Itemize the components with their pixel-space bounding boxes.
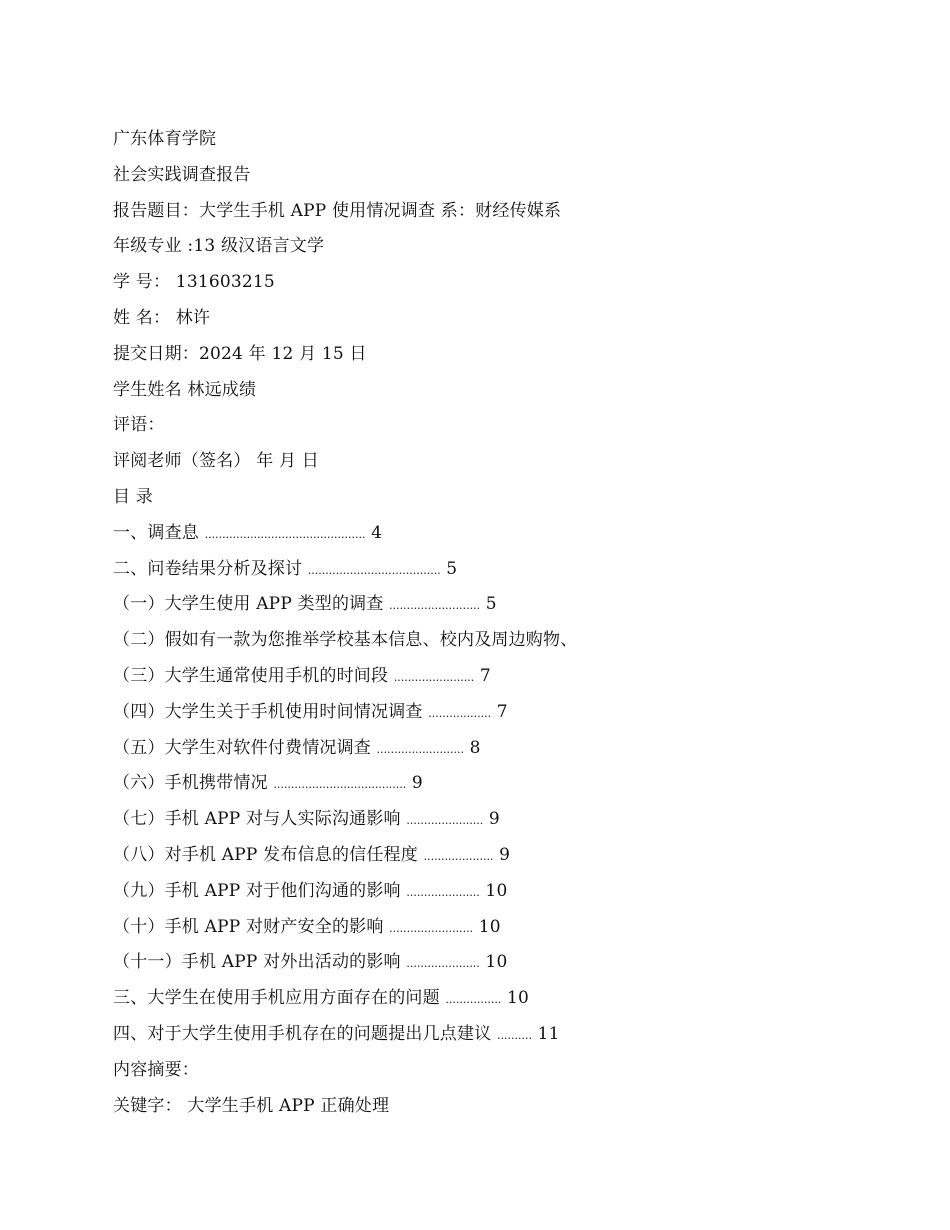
toc-entry[interactable]: [113, 516, 893, 552]
toc-entry[interactable]: [113, 587, 893, 623]
toc-entry-page: 7: [496, 701, 508, 722]
toc-entry-page: 10: [478, 916, 501, 937]
report-type: 社会实践调查报告: [113, 164, 251, 185]
toc-entry-page: 9: [488, 809, 500, 830]
grade-major: 年级专业 :13 级汉语言文学: [113, 236, 325, 257]
toc-title: 目 录: [113, 486, 154, 507]
toc-entry[interactable]: [113, 838, 893, 874]
toc-entry-page: 8: [469, 737, 481, 758]
toc-entry-label: （十）手机 APP 对财产安全的影响: [113, 916, 384, 937]
toc-entry-label: （二）假如有一款为您推举学校基本信息、校内及周边购物、: [113, 630, 578, 651]
toc-entry-page: 11: [537, 1023, 560, 1044]
toc-entry-page: 10: [506, 988, 530, 1009]
toc-entry-label: （三）大学生通常使用手机的时间段: [113, 665, 389, 686]
toc-entry-page: 9: [499, 844, 511, 865]
toc-entry[interactable]: [113, 731, 893, 767]
table-of-contents: [113, 516, 893, 1053]
toc-entry-label: （九）手机 APP 对于他们沟通的影响: [113, 880, 401, 901]
reviewer-signature: 评阅老师（签名） 年 月 日: [113, 451, 320, 472]
toc-entry[interactable]: [113, 910, 893, 946]
toc-entry-label: （六）手机携带情况: [113, 773, 268, 794]
toc-entry[interactable]: [113, 766, 893, 802]
student-name: 姓 名： 林许: [113, 307, 211, 328]
toc-entry-label: （七）手机 APP 对与人实际沟通影响: [113, 809, 401, 830]
toc-entry-label: 二、问卷结果分析及探讨: [113, 558, 303, 579]
toc-entry-leader: ..........................: [389, 599, 481, 613]
comment-label: 评语：: [113, 415, 165, 436]
submit-date: 提交日期：2024 年 12 月 15 日: [113, 343, 367, 364]
toc-entry-leader: .....................: [406, 885, 480, 899]
toc-entry-page: 9: [411, 773, 423, 794]
student-id: 学 号： 131603215: [113, 272, 275, 293]
toc-entry-leader: ......................................: [273, 778, 407, 792]
toc-entry[interactable]: [113, 802, 893, 838]
toc-entry-page: 5: [446, 558, 458, 579]
toc-entry-page: 7: [479, 665, 491, 686]
school-name: 广东体育学院: [113, 129, 217, 149]
toc-entry-leader: ......................................: [307, 563, 441, 577]
toc-entry-page: 10: [485, 880, 508, 901]
toc-entry-leader: ..........: [497, 1028, 532, 1042]
toc-entry-leader: ......................: [406, 814, 484, 828]
toc-entry-leader: ................: [445, 993, 502, 1007]
toc-entry[interactable]: [113, 945, 893, 981]
toc-entry-label: （四）大学生关于手机使用时间情况调查: [113, 701, 423, 722]
toc-entry[interactable]: [113, 981, 893, 1017]
toc-entry-label: （一）大学生使用 APP 类型的调查: [113, 594, 384, 615]
toc-entry[interactable]: [113, 623, 893, 659]
toc-entry-leader: ........................: [389, 921, 474, 935]
toc-entry[interactable]: [113, 1017, 893, 1053]
toc-entry-leader: ..................: [428, 706, 492, 720]
toc-entry-label: 四、对于大学生使用手机存在的问题提出几点建议: [113, 1023, 492, 1044]
toc-entry-page: 4: [371, 522, 383, 543]
toc-entry-label: 一、调查息: [113, 522, 199, 543]
toc-entry-leader: ..............................................: [204, 527, 366, 541]
document-content: [113, 122, 893, 1124]
toc-entry-page: 5: [485, 594, 497, 615]
toc-entry-label: （十一）手机 APP 对外出活动的影响: [113, 952, 401, 973]
toc-entry-leader: .......................: [393, 670, 475, 684]
toc-entry-leader: .....................: [406, 957, 480, 971]
toc-entry[interactable]: [113, 552, 893, 588]
toc-entry-label: （八）对手机 APP 发布信息的信任程度: [113, 844, 418, 865]
toc-entry-leader: .........................: [376, 742, 465, 756]
report-title: 报告题目：大学生手机 APP 使用情况调查 系：财经传媒系: [113, 200, 562, 221]
toc-entry-label: 三、大学生在使用手机应用方面存在的问题: [113, 988, 440, 1009]
toc-entry[interactable]: [113, 874, 893, 910]
toc-entry-label: （五）大学生对软件付费情况调查: [113, 737, 371, 758]
toc-entry-leader: ....................: [423, 849, 494, 863]
toc-entry[interactable]: [113, 695, 893, 731]
toc-entry[interactable]: [113, 659, 893, 695]
abstract-label: 内容摘要：: [113, 1059, 199, 1080]
student-score: 学生姓名 林远成绩: [113, 379, 257, 400]
toc-entry-page: 10: [485, 952, 508, 973]
keywords-line: 关键字： 大学生手机 APP 正确处理: [113, 1095, 390, 1116]
